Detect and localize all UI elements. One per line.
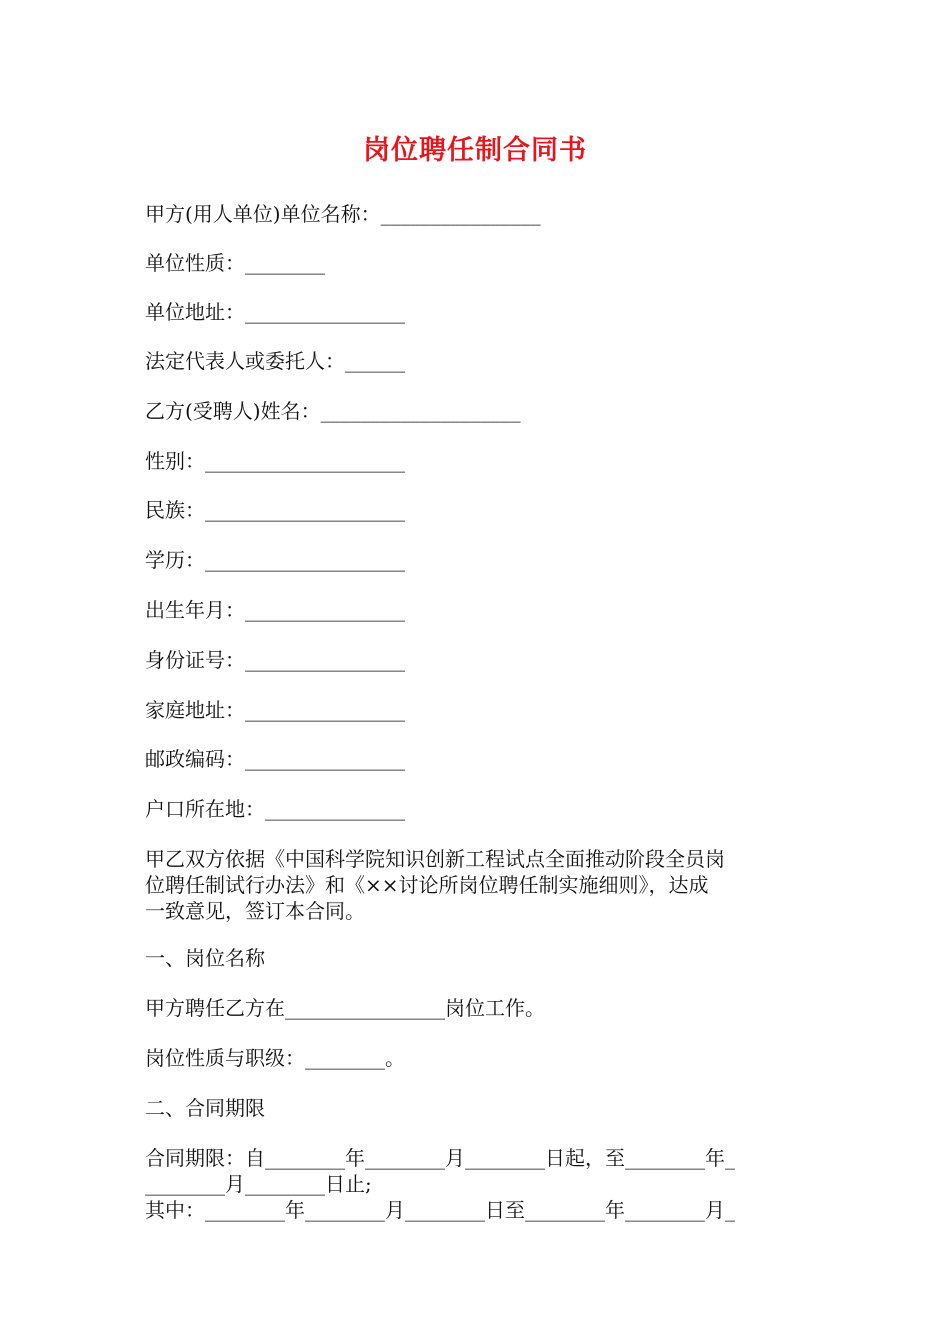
field-legal-representative: 法定代表人或委托人：______ <box>145 349 405 373</box>
term-line: 合同期限：自________年________月________日起，至________年_ <box>145 1146 735 1170</box>
intro-line: 甲乙双方依据《中国科学院知识创新工程试点全面推动阶段全员岗 <box>145 847 725 871</box>
intro-line: 一致意见，签订本合同。 <box>145 899 365 923</box>
field-postal-code: 邮政编码：________________ <box>145 747 405 771</box>
intro-paragraph <box>145 846 810 924</box>
section1-heading: 一、岗位名称 <box>145 946 265 970</box>
field-employee-name: 乙方(受聘人)姓名：____________________ <box>145 399 521 423</box>
field-unit-nature: 单位性质：________ <box>145 251 325 275</box>
field-household-registration: 户口所在地：______________ <box>145 797 405 821</box>
field-education: 学历：____________________ <box>145 548 405 572</box>
field-unit-address: 单位地址：________________ <box>145 300 405 324</box>
intro-line: 位聘任制试行办法》和《××讨论所岗位聘任制实施细则》，达成 <box>145 873 709 897</box>
field-birth-date: 出生年月：________________ <box>145 598 405 622</box>
field-ethnicity: 民族：____________________ <box>145 498 405 522</box>
position-line: 甲方聘任乙方在________________岗位工作。 <box>145 996 545 1020</box>
term-line: 其中：________年________月________日至________年________月_ <box>145 1198 735 1222</box>
term-paragraph <box>145 1145 810 1223</box>
field-employer-name: 甲方(用人单位)单位名称：________________ <box>145 202 541 226</box>
field-home-address: 家庭地址：________________ <box>145 698 405 722</box>
document-title: 岗位聘任制合同书 <box>363 135 587 166</box>
term-line: ________月________日止; <box>145 1172 372 1196</box>
section2-heading: 二、合同期限 <box>145 1096 265 1120</box>
field-id-number: 身份证号：________________ <box>145 648 405 672</box>
field-gender: 性别：____________________ <box>145 449 405 473</box>
position-rank-line: 岗位性质与职级：________。 <box>145 1046 405 1070</box>
